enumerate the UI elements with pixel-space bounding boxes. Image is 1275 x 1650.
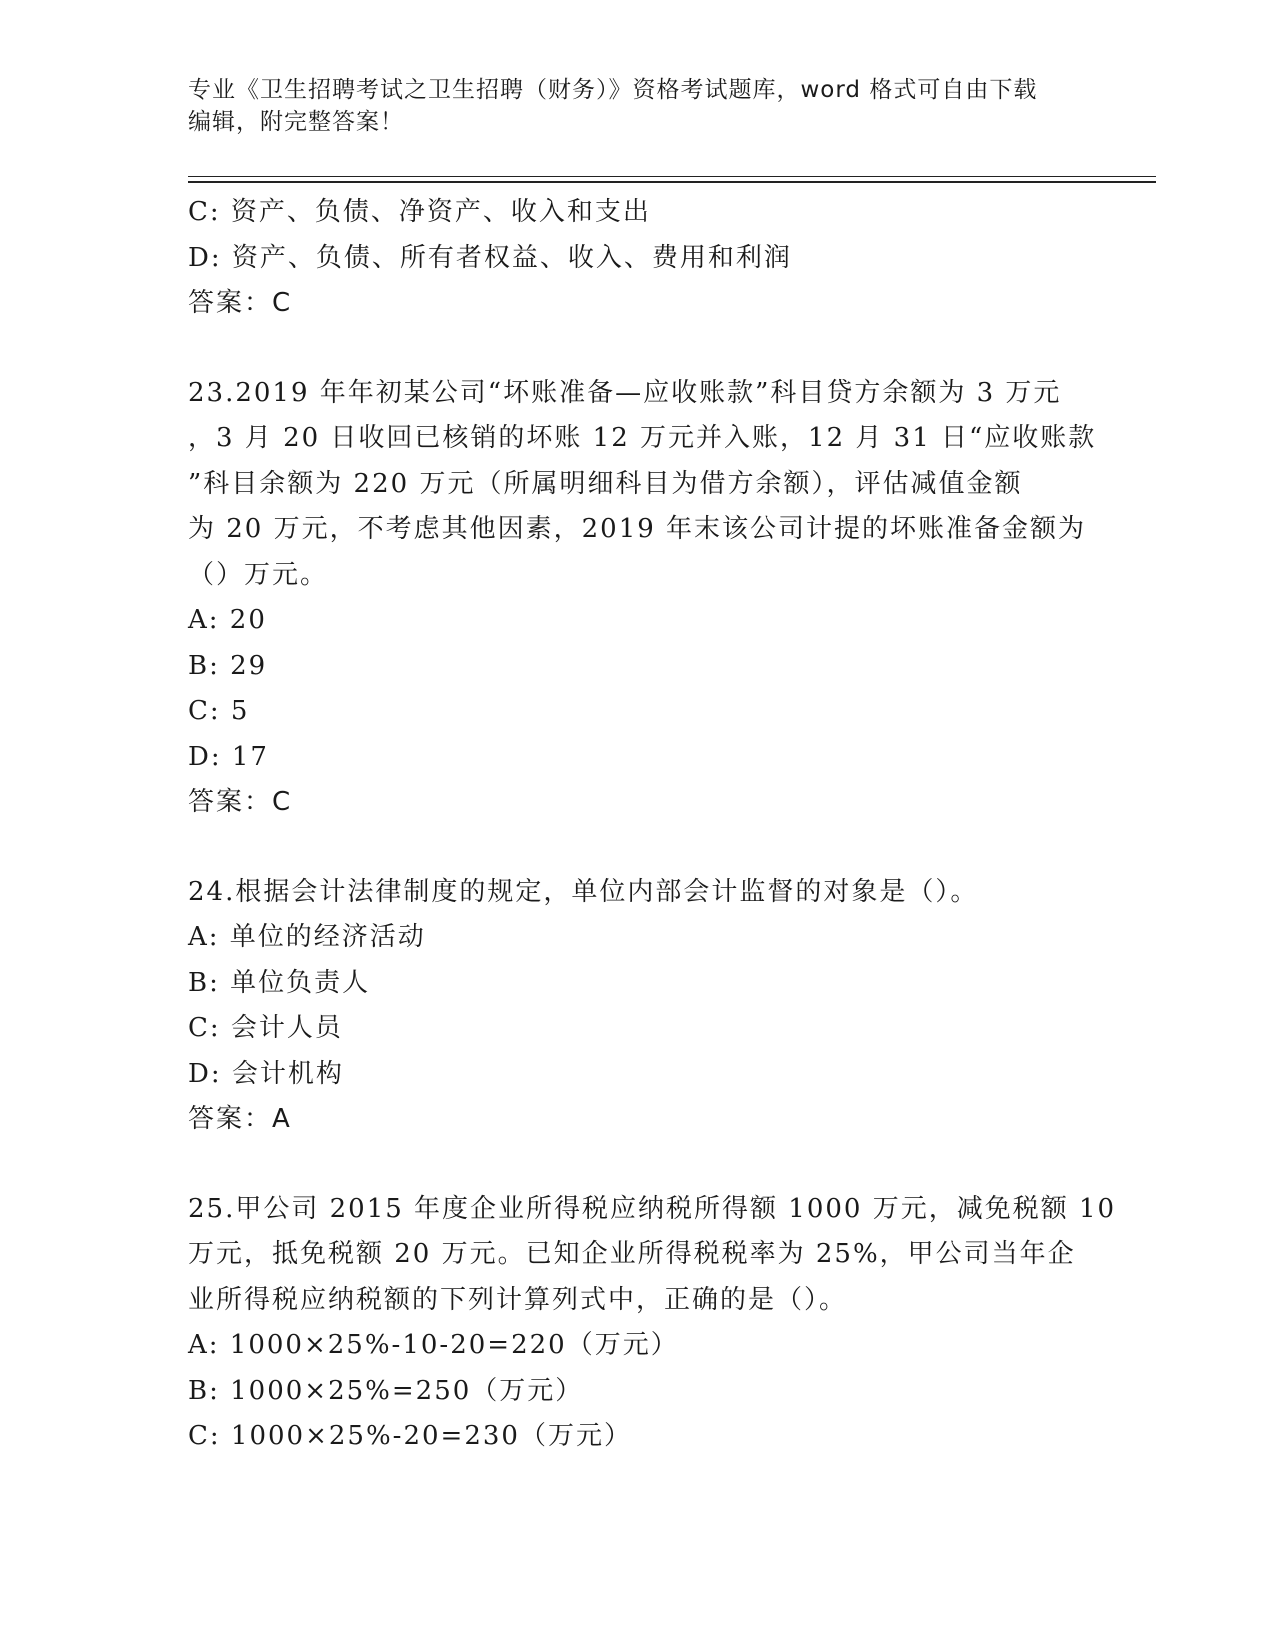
answer-line: 答案：C (188, 787, 293, 817)
question-content (188, 190, 1117, 1460)
question-text-line: 万元，抵免税额 20 万元。已知企业所得税税率为 25%，甲公司当年企 (188, 1239, 1076, 1269)
option-c: C: 1000×25%-20=230（万元） (188, 1421, 632, 1451)
document-header (188, 74, 1088, 138)
option-c: C: 资产、负债、净资产、收入和支出 (188, 197, 651, 227)
question-text-line: 24.根据会计法律制度的规定，单位内部会计监督的对象是（）。 (188, 876, 979, 907)
answer-line: 答案：A (188, 1104, 292, 1134)
question-24 (188, 870, 1088, 1143)
option-b: B: 单位负责人 (188, 967, 371, 998)
option-a: A: 20 (188, 605, 267, 635)
header-rule-thin (188, 176, 1156, 177)
question-25 (188, 1187, 1117, 1460)
header-title-line-1: 专业《卫生招聘考试之卫生招聘（财务）》资格考试题库，word 格式可自由下载 (188, 77, 1038, 103)
question-text-line: （）万元。 (188, 559, 329, 590)
prev-question (188, 190, 1088, 327)
option-a: A: 1000×25%-10-20=220（万元） (188, 1330, 679, 1360)
question-23 (188, 371, 1097, 826)
header-rule-thick (188, 181, 1156, 183)
option-d: D: 资产、负债、所有者权益、收入、费用和利润 (188, 242, 792, 273)
option-a: A: 单位的经济活动 (188, 922, 426, 952)
option-d: D: 17 (188, 741, 269, 772)
option-b: B: 1000×25%=250（万元） (188, 1375, 584, 1406)
question-text-line: 业所得税应纳税额的下列计算列式中，正确的是（）。 (188, 1284, 848, 1315)
header-title-line-2: 编辑，附完整答案！ (188, 109, 404, 135)
question-text-line: 为 20 万元，不考虑其他因素，2019 年末该公司计提的坏账准备金额为 (188, 514, 1087, 544)
spacer (188, 327, 1088, 371)
spacer (188, 1143, 1088, 1187)
answer-line: 答案：C (188, 288, 293, 318)
spacer (188, 826, 1088, 870)
question-text-line: 25.甲公司 2015 年度企业所得税应纳税所得额 1000 万元，减免税额 10 (188, 1193, 1117, 1224)
option-c: C: 5 (188, 696, 250, 726)
option-b: B: 29 (188, 650, 268, 681)
option-d: D: 会计机构 (188, 1058, 344, 1089)
question-text-line: ”科目余额为 220 万元（所属明细科目为借方余额），评估减值金额 (188, 468, 1023, 499)
question-text-line: ，3 月 20 日收回已核销的坏账 12 万元并入账，12 月 31 日“应收账款 (188, 423, 1097, 453)
option-c: C: 会计人员 (188, 1013, 343, 1043)
question-text-line: 23.2019 年年初某公司“坏账准备—应收账款”科目贷方余额为 3 万元 (188, 377, 1062, 408)
